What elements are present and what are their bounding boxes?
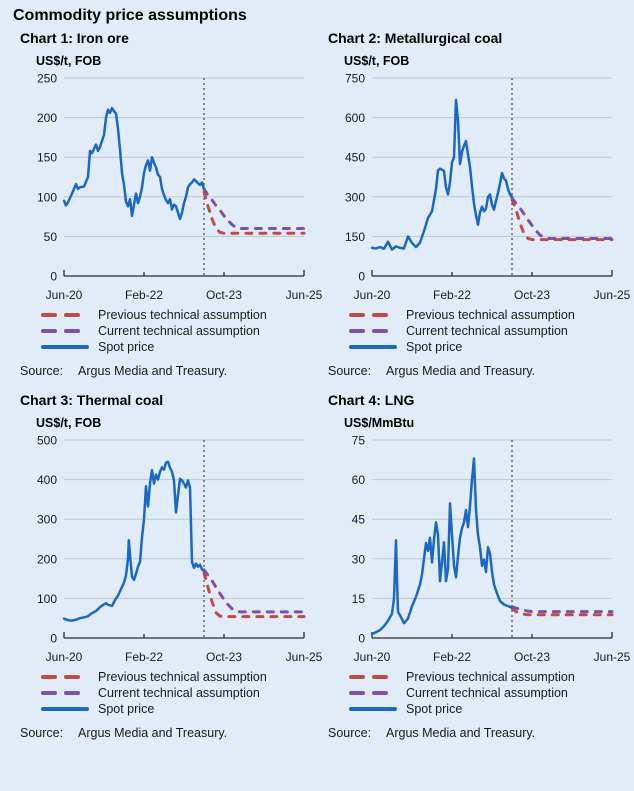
y-tick-label: 100 bbox=[36, 591, 57, 606]
axis-unit-label: US$/t, FOB bbox=[36, 54, 102, 68]
x-tick-label: Oct-23 bbox=[513, 650, 551, 664]
source-label: Source: bbox=[20, 726, 64, 740]
y-tick-label: 60 bbox=[351, 473, 365, 488]
x-tick-label: Feb-22 bbox=[432, 650, 472, 664]
axis-unit-label: US$/MmBtu bbox=[344, 416, 415, 430]
legend-item-previous bbox=[41, 307, 321, 323]
legend-item-spot bbox=[349, 339, 628, 355]
legend-item-current bbox=[41, 685, 321, 701]
x-tick-label: Jun-20 bbox=[353, 288, 391, 302]
y-tick-label: 30 bbox=[351, 552, 365, 567]
x-tick-label: Jun-25 bbox=[285, 288, 323, 302]
spot-series-line bbox=[372, 459, 512, 635]
current-dashed-line-icon bbox=[41, 691, 89, 695]
chart-title: Chart 2: Metallurgical coal bbox=[328, 30, 503, 46]
legend-item-previous bbox=[41, 669, 321, 685]
legend bbox=[349, 307, 628, 355]
source-line bbox=[20, 726, 321, 740]
legend-label: Current technical assumption bbox=[406, 686, 568, 700]
spot-series-line bbox=[64, 462, 204, 621]
source-text: Argus Media and Treasury. bbox=[78, 364, 228, 378]
y-tick-label: 0 bbox=[50, 631, 57, 646]
source-text: Argus Media and Treasury. bbox=[386, 726, 536, 740]
y-tick-label: 150 bbox=[344, 229, 365, 244]
y-tick-label: 300 bbox=[344, 190, 365, 205]
legend-item-previous bbox=[349, 307, 628, 323]
x-tick-label: Oct-23 bbox=[513, 288, 551, 302]
y-tick-label: 0 bbox=[358, 269, 365, 284]
legend-item-previous bbox=[349, 669, 628, 685]
legend-item-current bbox=[349, 685, 628, 701]
axis-unit-label: US$/t, FOB bbox=[344, 54, 410, 68]
x-tick-label: Jun-25 bbox=[593, 650, 631, 664]
current-dashed-line-icon bbox=[349, 691, 397, 695]
y-tick-label: 45 bbox=[351, 512, 365, 527]
spot-solid-line-icon bbox=[349, 345, 397, 349]
x-tick-label: Jun-20 bbox=[45, 288, 83, 302]
current-series-line bbox=[512, 198, 612, 238]
legend-item-spot bbox=[41, 701, 321, 717]
y-tick-label: 750 bbox=[344, 71, 365, 86]
x-tick-label: Feb-22 bbox=[124, 288, 164, 302]
legend-item-current bbox=[41, 323, 321, 339]
legend-label: Current technical assumption bbox=[98, 324, 260, 338]
previous-dashed-line-icon bbox=[349, 313, 397, 317]
y-tick-label: 200 bbox=[36, 552, 57, 567]
y-tick-label: 50 bbox=[43, 229, 57, 244]
legend-item-current bbox=[349, 323, 628, 339]
chart-title: Chart 1: Iron ore bbox=[20, 30, 129, 46]
y-tick-label: 600 bbox=[344, 111, 365, 126]
chart-title: Chart 4: LNG bbox=[328, 392, 415, 408]
source-text: Argus Media and Treasury. bbox=[78, 726, 228, 740]
y-tick-label: 75 bbox=[351, 433, 365, 448]
source-line bbox=[328, 726, 628, 740]
source-label: Source: bbox=[20, 364, 64, 378]
x-tick-label: Jun-25 bbox=[285, 650, 323, 664]
y-tick-label: 150 bbox=[36, 150, 57, 165]
legend bbox=[41, 669, 321, 717]
x-tick-label: Jun-25 bbox=[593, 288, 631, 302]
legend-label: Previous technical assumption bbox=[98, 308, 267, 322]
source-label: Source: bbox=[328, 364, 372, 378]
current-dashed-line-icon bbox=[349, 329, 397, 333]
legend-label: Spot price bbox=[406, 702, 463, 716]
x-tick-label: Feb-22 bbox=[432, 288, 472, 302]
spot-series-line bbox=[372, 100, 512, 250]
legend-label: Previous technical assumption bbox=[406, 670, 575, 684]
chart-canvas bbox=[328, 431, 631, 669]
spot-series-line bbox=[64, 108, 204, 219]
legend-label: Current technical assumption bbox=[98, 686, 260, 700]
spot-solid-line-icon bbox=[349, 707, 397, 711]
axis-unit-label: US$/t, FOB bbox=[36, 416, 102, 430]
legend bbox=[349, 669, 628, 717]
previous-dashed-line-icon bbox=[41, 675, 89, 679]
source-label: Source: bbox=[328, 726, 372, 740]
legend-label: Current technical assumption bbox=[406, 324, 568, 338]
y-tick-label: 0 bbox=[50, 269, 57, 284]
previous-series-line bbox=[512, 199, 612, 239]
legend-label: Spot price bbox=[98, 702, 155, 716]
spot-solid-line-icon bbox=[41, 707, 89, 711]
x-tick-label: Oct-23 bbox=[205, 288, 243, 302]
current-series-line bbox=[204, 189, 304, 229]
source-line bbox=[20, 364, 321, 378]
legend-item-spot bbox=[349, 701, 628, 717]
legend-label: Spot price bbox=[98, 340, 155, 354]
legend bbox=[41, 307, 321, 355]
source-text: Argus Media and Treasury. bbox=[386, 364, 536, 378]
y-tick-label: 100 bbox=[36, 190, 57, 205]
current-dashed-line-icon bbox=[41, 329, 89, 333]
chart-canvas bbox=[20, 431, 323, 669]
chart-canvas bbox=[20, 69, 323, 307]
y-tick-label: 400 bbox=[36, 473, 57, 488]
page-title: Commodity price assumptions bbox=[13, 7, 247, 24]
previous-dashed-line-icon bbox=[349, 675, 397, 679]
legend-item-spot bbox=[41, 339, 321, 355]
chart-card-lng bbox=[321, 390, 631, 740]
x-tick-label: Oct-23 bbox=[205, 650, 243, 664]
y-tick-label: 0 bbox=[358, 631, 365, 646]
chart-card-iron-ore bbox=[13, 28, 321, 378]
x-tick-label: Jun-20 bbox=[45, 650, 83, 664]
current-series-line bbox=[204, 570, 304, 612]
chart-title: Chart 3: Thermal coal bbox=[20, 392, 164, 408]
y-tick-label: 500 bbox=[36, 433, 57, 448]
y-tick-label: 200 bbox=[36, 111, 57, 126]
source-line bbox=[328, 364, 628, 378]
previous-dashed-line-icon bbox=[41, 313, 89, 317]
legend-label: Previous technical assumption bbox=[98, 670, 267, 684]
spot-solid-line-icon bbox=[41, 345, 89, 349]
y-tick-label: 15 bbox=[351, 591, 365, 606]
chart-canvas bbox=[328, 69, 631, 307]
current-series-line bbox=[512, 607, 612, 612]
charts-grid bbox=[13, 28, 631, 752]
y-tick-label: 250 bbox=[36, 71, 57, 86]
legend-label: Spot price bbox=[406, 340, 463, 354]
chart-card-metallurgical-coal bbox=[321, 28, 631, 378]
x-tick-label: Jun-20 bbox=[353, 650, 391, 664]
legend-label: Previous technical assumption bbox=[406, 308, 575, 322]
y-tick-label: 450 bbox=[344, 150, 365, 165]
y-tick-label: 300 bbox=[36, 512, 57, 527]
x-tick-label: Feb-22 bbox=[124, 650, 164, 664]
chart-card-thermal-coal bbox=[13, 390, 321, 740]
